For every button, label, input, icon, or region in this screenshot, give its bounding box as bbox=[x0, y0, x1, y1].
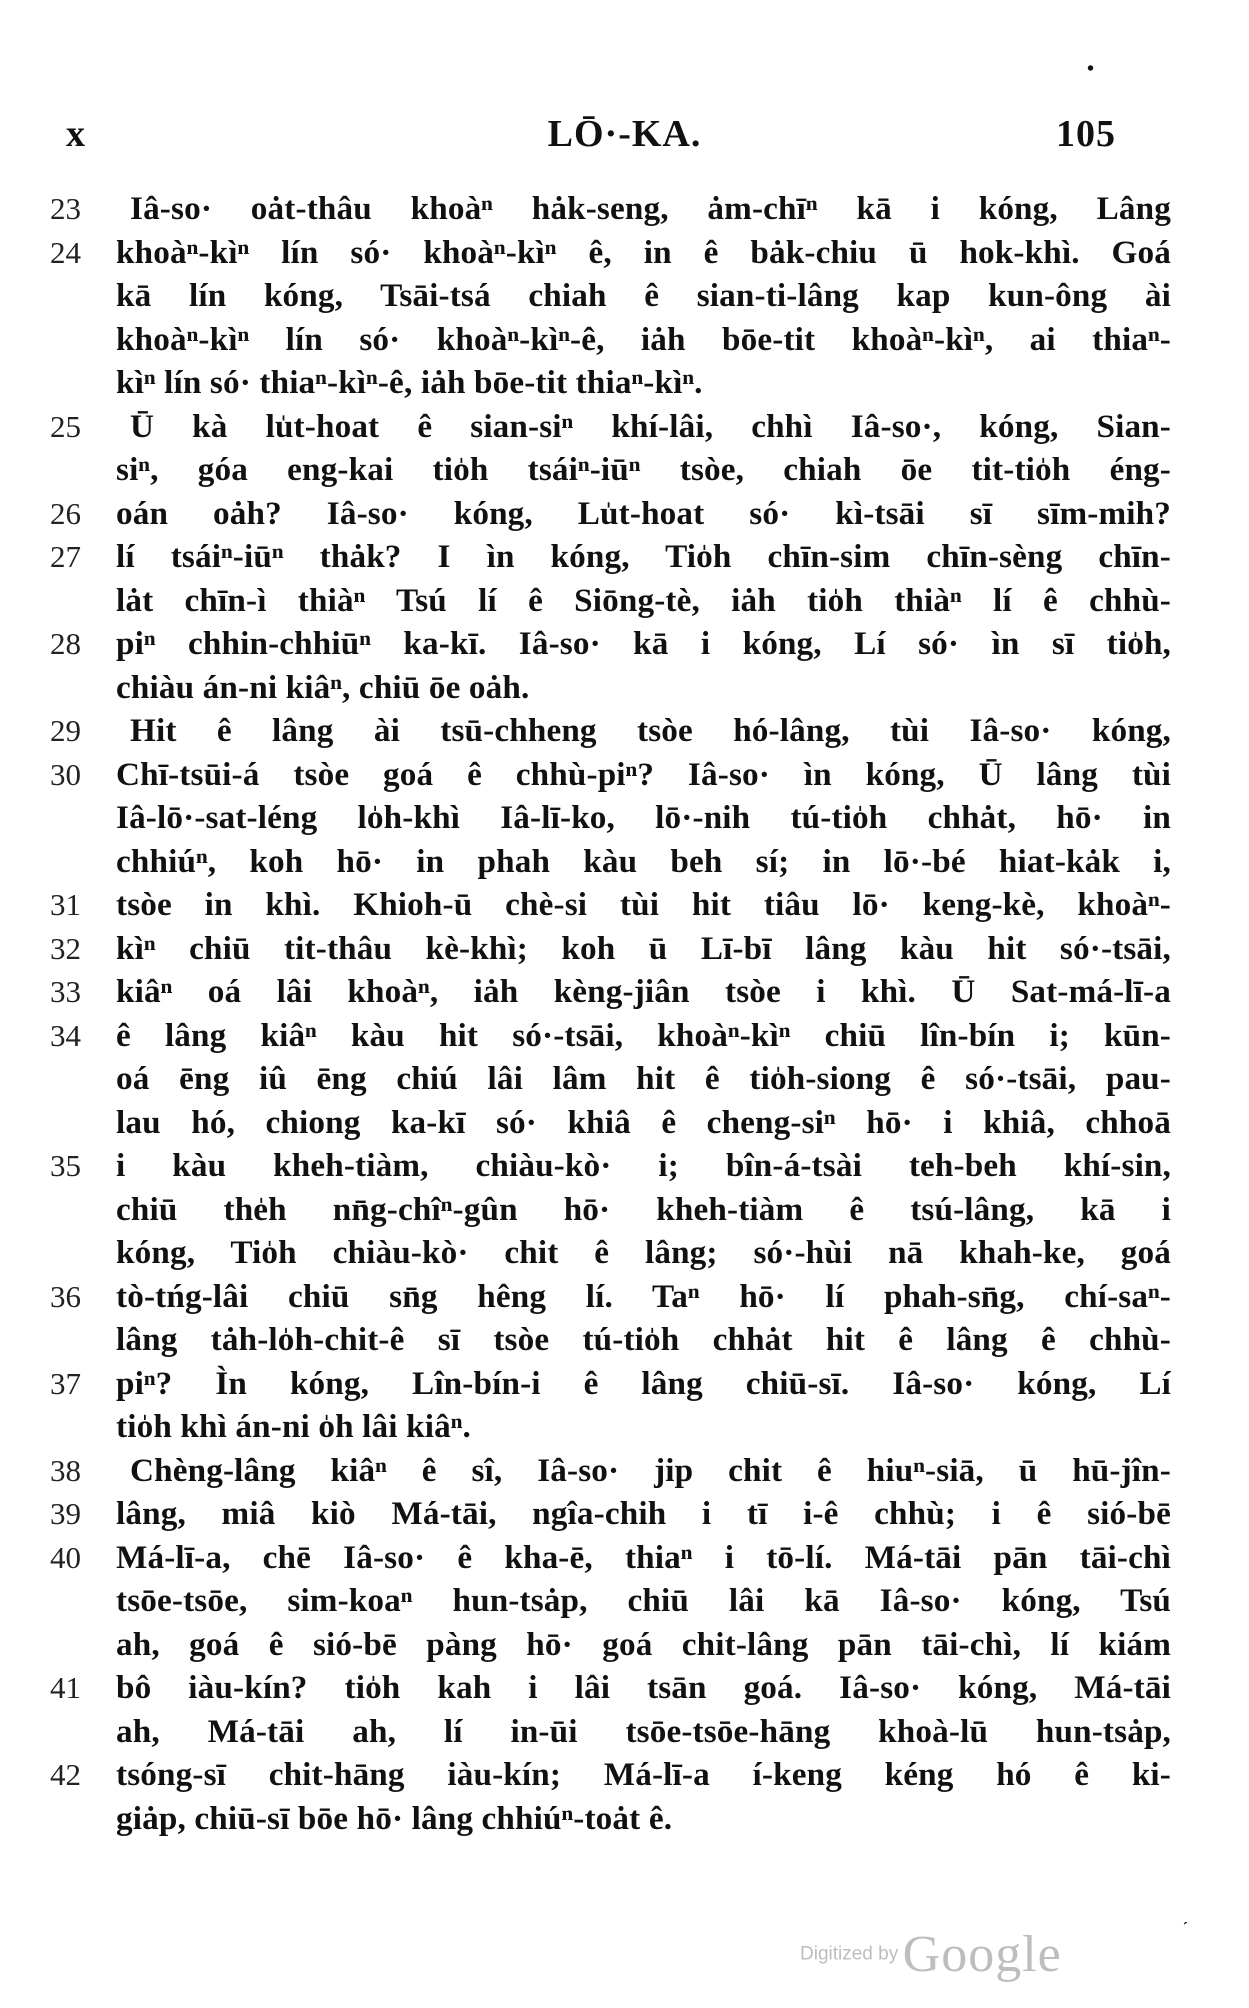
line-text: Iâ-lō·-sat-léng lo̍h-khì Iâ-lī-ko, lō·-nih tú-tio̍h chhȧt, hō· in bbox=[116, 799, 1171, 836]
line-text: chiū the̍h nn̄g-chîⁿ-gûn hō· kheh-tiàm ê tsú-lâng, kā i bbox=[116, 1190, 1171, 1228]
line-text: Ū kà lu̍t-hoat ê sian-siⁿ khí-lâi, chhì Iâ-so·, kóng, Sian- bbox=[130, 407, 1171, 445]
line-text: tsòe in khì. Khioh-ū chè-si tùi hit tiâu lō· keng-kè, khoàⁿ- bbox=[116, 886, 1171, 923]
verse-number: 40 bbox=[50, 1539, 81, 1575]
digitized-watermark bbox=[800, 1925, 1062, 1984]
verse-number: 38 bbox=[50, 1452, 81, 1488]
line-text: chiàu án-ni kiâⁿ, chiū ōe oȧh. bbox=[116, 668, 530, 706]
line-text: oán oȧh? Iâ-so· kóng, Lu̍t-hoat só· kì-tsāi sī sīm-mih? bbox=[116, 494, 1171, 532]
google-logo: Google bbox=[902, 1926, 1062, 1983]
line-text: kā lín kóng, Tsāi-tsá chiah ê sian-ti-lâng kap kun-ông ài bbox=[116, 277, 1171, 314]
verse-number: 35 bbox=[50, 1148, 81, 1183]
verse-number: 36 bbox=[50, 1278, 81, 1314]
verse-number: 30 bbox=[50, 756, 81, 792]
verse-number: 39 bbox=[50, 1496, 81, 1531]
line-text: ê lâng kiâⁿ kàu hit só·-tsāi, khoàⁿ-kìⁿ chiū lîn-bín i; kūn- bbox=[116, 1016, 1171, 1054]
line-text: tio̍h khì án-ni o̍h lâi kiâⁿ. bbox=[116, 1408, 471, 1445]
line-text: kìⁿ lín só· thiaⁿ-kìⁿ-ê, iȧh bōe-tit thiaⁿ-kìⁿ. bbox=[116, 364, 703, 401]
line-text: chhiúⁿ, koh hō· in phah kàu beh sí; in lō·-bé hiat-kȧk i, bbox=[116, 842, 1171, 880]
line-text: lȧt chīn-ì thiàⁿ Tsú lí ê Siōng-tè, iȧh tio̍h thiàⁿ lí ê chhù- bbox=[116, 581, 1171, 619]
verse-number: 31 bbox=[50, 887, 81, 922]
line-text: giȧp, chiū-sī bōe hō· lâng chhiúⁿ-toȧt ê. bbox=[116, 1799, 673, 1837]
verse-number: 34 bbox=[50, 1017, 81, 1053]
verse-number: 41 bbox=[50, 1670, 81, 1705]
verse-number: 33 bbox=[50, 974, 81, 1009]
verse-number: 37 bbox=[50, 1365, 81, 1401]
line-text: lâng tȧh-lo̍h-chit-ê sī tsòe tú-tio̍h chhȧt hit ê lâng ê chhù- bbox=[116, 1321, 1171, 1358]
verse-number: 25 bbox=[50, 408, 81, 444]
verse-number: 32 bbox=[50, 930, 81, 966]
line-text: ah, Má-tāi ah, lí in-ūi tsōe-tsōe-hāng khoà-lū hun-tsȧp, bbox=[116, 1712, 1171, 1750]
verse-number: 26 bbox=[50, 495, 81, 531]
verse-number: 42 bbox=[50, 1757, 81, 1792]
line-text: lâng, miâ kiò Má-tāi, ngîa-chih i tī i-ê chhù; i ê sió-bē bbox=[116, 1495, 1171, 1532]
line-text: kiâⁿ oá lâi khoàⁿ, iȧh kèng-jiân tsòe i khì. Ū Sat-má-lī-a bbox=[116, 973, 1171, 1010]
running-title: LŌ·-KA. bbox=[547, 113, 702, 155]
line-text: lí tsáiⁿ-iūⁿ thȧk? I ìn kóng, Tio̍h chīn-sim chīn-sèng chīn- bbox=[116, 538, 1171, 575]
line-text: Chī-tsūi-á tsòe goá ê chhù-piⁿ? Iâ-so· ìn kóng, Ū lâng tùi bbox=[116, 755, 1171, 793]
line-text: tsōe-tsōe, sim-koaⁿ hun-tsȧp, chiū lâi kā Iâ-so· kóng, Tsú bbox=[116, 1582, 1171, 1619]
verse-number: 27 bbox=[50, 539, 81, 574]
line-text: oá ēng iû ēng chiú lâi lâm hit ê tio̍h-siong ê só·-tsāi, pau- bbox=[116, 1060, 1171, 1097]
verse-number: 24 bbox=[50, 234, 81, 270]
line-text: khoàⁿ-kìⁿ lín só· khoàⁿ-kìⁿ ê, in ê bȧk-chiu ū hok-khì. Goá bbox=[116, 233, 1171, 271]
line-text: ah, goá ê sió-bē pàng hō· goá chit-lâng pān tāi-chì, lí kiám bbox=[116, 1625, 1171, 1663]
line-text: kìⁿ chiū tit-thâu kè-khì; koh ū Lī-bī lâng kàu hit só·-tsāi, bbox=[116, 929, 1171, 967]
line-text: Chèng-lâng kiâⁿ ê sî, Iâ-so· jip chit ê hiuⁿ-siā, ū hū-jîn- bbox=[130, 1451, 1171, 1489]
line-text: i kàu kheh-tiàm, chiàu-kò· i; bîn-á-tsài teh-beh khí-sin, bbox=[116, 1147, 1171, 1184]
line-text: khoàⁿ-kìⁿ lín só· khoàⁿ-kìⁿ-ê, iȧh bōe-tit khoàⁿ-kìⁿ, ai thiaⁿ- bbox=[116, 320, 1171, 358]
line-text: lau hó, chiong ka-kī só· khiâ ê cheng-siⁿ hō· i khiâ, chhoā bbox=[116, 1103, 1171, 1141]
verse-number: 29 bbox=[50, 713, 81, 748]
verse-number: 28 bbox=[50, 626, 81, 661]
line-text: Má-lī-a, chē Iâ-so· ê kha-ē, thiaⁿ i tō-lí. Má-tāi pān tāi-chì bbox=[116, 1538, 1171, 1576]
line-text: siⁿ, góa eng-kai tio̍h tsáiⁿ-iūⁿ tsòe, chiah ōe tit-tio̍h éng- bbox=[116, 451, 1171, 488]
ink-tick-mark: ˏ bbox=[1183, 1908, 1189, 1925]
page-number: 105 bbox=[1056, 113, 1116, 155]
line-text: piⁿ? Ìn kóng, Lîn-bín-i ê lâng chiū-sī. Iâ-so· kóng, Lí bbox=[116, 1364, 1171, 1402]
line-text: kóng, Tio̍h chiàu-kò· chit ê lâng; só·-hùi nā khah-ke, goá bbox=[116, 1234, 1171, 1271]
line-text: tò-tńg-lâi chiū sn̄g hêng lí. Taⁿ hō· lí phah-sn̄g, chí-saⁿ- bbox=[116, 1277, 1171, 1315]
digitized-by-label: Digitized by bbox=[800, 1943, 899, 1965]
line-text: tsóng-sī chit-hāng iàu-kín; Má-lī-a í-keng kéng hó ê ki- bbox=[116, 1756, 1171, 1793]
line-text: Hit ê lâng ài tsū-chheng tsòe hó-lâng, tùi Iâ-so· kóng, bbox=[130, 712, 1171, 749]
line-text: piⁿ chhin-chhiūⁿ ka-kī. Iâ-so· kā i kóng, Lí só· ìn sī tio̍h, bbox=[116, 625, 1171, 662]
line-text: bô iàu-kín? tio̍h kah i lâi tsān goá. Iâ-so· kóng, Má-tāi bbox=[116, 1669, 1171, 1706]
ink-dot-mark: • bbox=[1087, 58, 1095, 80]
chapter-number: x bbox=[66, 113, 86, 155]
line-text: Iâ-so· oȧt-thâu khoàⁿ hȧk-seng, ȧm-chīⁿ kā i kóng, Lâng bbox=[130, 190, 1171, 227]
verse-number: 23 bbox=[50, 191, 81, 226]
